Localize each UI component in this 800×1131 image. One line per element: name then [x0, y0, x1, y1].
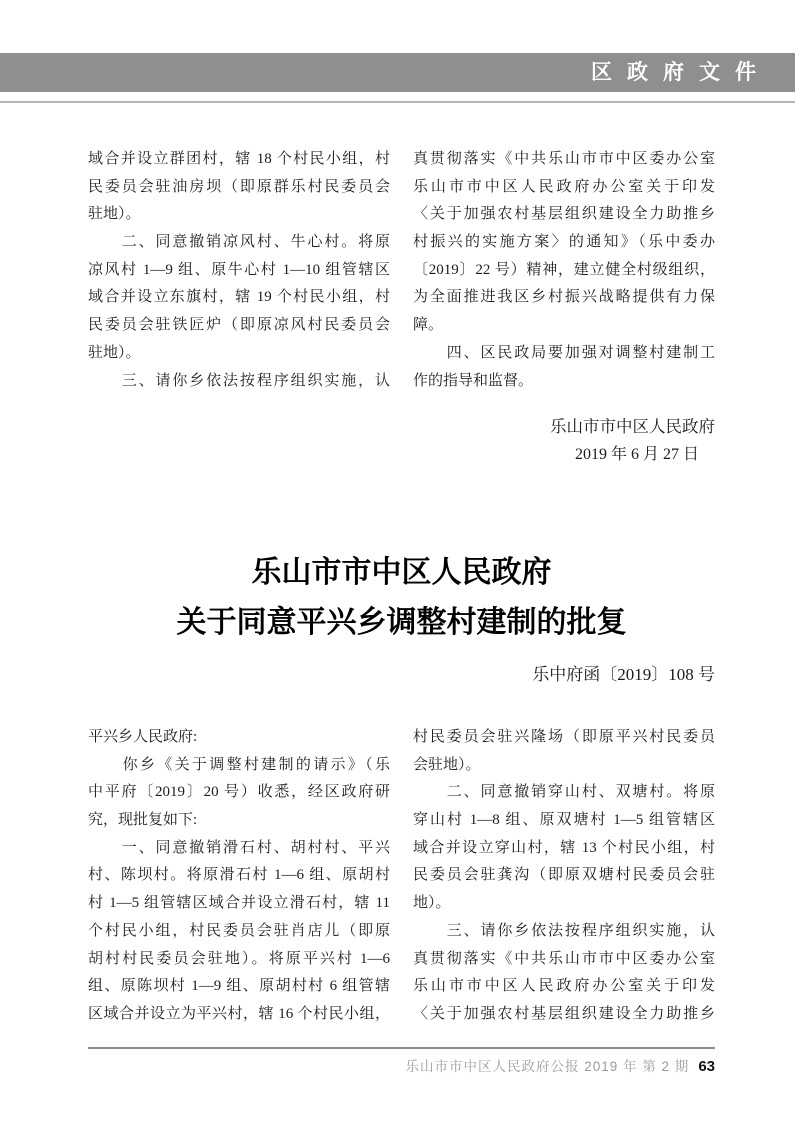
footer-divider — [88, 1047, 715, 1049]
text-line: 三、请你乡依法按程序组织实施，认 — [413, 922, 715, 939]
text-line: 民委员会驻龚沟（即原双塘村民委员会驻 — [413, 867, 715, 884]
text-line: 乐山市市中区人民政府办公室关于印发 — [413, 978, 715, 995]
text-line: 二、同意撤销凉风村、牛心村。将原 — [88, 234, 390, 251]
text-line: 村、陈坝村。将原滑石村 1—6 组、原胡村 — [88, 867, 390, 884]
banner-divider — [0, 101, 795, 103]
text-line: 乐山市市中区人民政府办公室关于印发 — [413, 178, 715, 195]
doc2-title — [88, 548, 715, 648]
text-line: 〈关于加强农村基层组织建设全力助推乡 — [413, 1005, 715, 1022]
text-line: 域合并设立东旗村，辖 19 个村民小组，村 — [88, 289, 390, 306]
text-line: 真贯彻落实《中共乐山市市中区委办公室 — [413, 950, 715, 967]
text-line: 域合并设立群团村，辖 18 个村民小组，村 — [88, 151, 390, 167]
text-line: 究，现批复如下: — [88, 812, 198, 829]
doc1-left-column — [88, 146, 390, 469]
text-line: 障。 — [413, 317, 444, 334]
text-line: 真贯彻落实《中共乐山市市中区委办公室 — [413, 151, 715, 167]
text-line: 驻地）。 — [88, 344, 141, 361]
doc1-right-text — [413, 146, 715, 395]
text-line: 会驻地）。 — [413, 756, 481, 773]
text-line: 凉风村 1—9 组、原牛心村 1—10 组管辖区 — [88, 261, 390, 278]
text-line: 三、请你乡依法按程序组织实施，认 — [88, 372, 390, 389]
doc2-title-line2: 关于同意平兴乡调整村建制的批复 — [176, 606, 627, 639]
text-line: 民委员会驻铁匠炉（即原凉风村民委员会 — [88, 317, 390, 334]
text-line: 村民委员会驻兴隆场（即原平兴村民委员 — [413, 729, 715, 745]
text-line: 村 1—5 组管辖区域合并设立滑石村，辖 11 — [88, 895, 390, 912]
text-line: 二、同意撤销穿山村、双塘村。将原 — [413, 784, 715, 801]
footer — [88, 1055, 715, 1075]
doc2-right-column — [413, 724, 715, 1029]
text-line: 四、区民政局要加强对调整村建制工 — [413, 344, 715, 361]
text-line: 中平府〔2019〕20 号）收悉，经区政府研 — [88, 784, 390, 801]
text-line: 驻地）。 — [88, 206, 141, 223]
doc2-columns — [88, 724, 715, 1029]
text-line: 村振兴的实施方案〉的通知》（乐中委办 — [413, 234, 715, 251]
text-line: 胡村村民委员会驻地）。将原平兴村 1—6 — [88, 950, 390, 967]
text-line: 一、同意撤销滑石村、胡村村、平兴 — [88, 839, 390, 856]
text-line: 你乡《关于调整村建制的请示》（乐 — [88, 756, 390, 773]
text-line: 域合并设立穿山村，辖 13 个村民小组，村 — [413, 839, 715, 856]
text-line: 平兴乡人民政府: — [88, 729, 198, 745]
text-line: 穿山村 1—8 组、原双塘村 1—5 组管辖区 — [413, 812, 715, 829]
footer-journal-title: 乐山市市中区人民政府公报 2019 年 第 2 期 — [405, 1059, 690, 1074]
text-line: 组、原陈坝村 1—9 组、原胡村村 6 组管辖 — [88, 978, 390, 995]
text-line: 民委员会驻油房坝（即原群乐村民委员会 — [88, 178, 390, 195]
text-line: 个村民小组，村民委员会驻肖店儿（即原 — [88, 922, 390, 939]
doc1-columns — [88, 146, 715, 469]
text-line: 〔2019〕22 号）精神，建立健全村级组织， — [413, 261, 715, 278]
text-line: 区域合并设立为平兴村，辖 16 个村民小组， — [88, 1005, 390, 1022]
banner-title: 区政府文件 — [591, 61, 771, 84]
signature-block — [413, 413, 715, 468]
doc2-number: 乐中府函〔2019〕108 号 — [532, 665, 715, 684]
doc2-title-line1: 乐山市市中区人民政府 — [251, 556, 552, 589]
text-line: 作的指导和监督。 — [413, 372, 534, 389]
header-banner — [0, 53, 795, 92]
text-line: 地）。 — [413, 895, 451, 912]
footer-page-number: 63 — [698, 1058, 715, 1075]
text-line: 〈关于加强农村基层组织建设全力助推乡 — [413, 206, 715, 223]
signature-date: 2019 年 6 月 27 日 — [574, 445, 699, 463]
signature-organization: 乐山市市中区人民政府 — [550, 417, 715, 437]
doc1-right-column — [413, 146, 715, 469]
text-line: 为全面推进我区乡村振兴战略提供有力保 — [413, 289, 715, 306]
doc2-left-column — [88, 724, 390, 1029]
